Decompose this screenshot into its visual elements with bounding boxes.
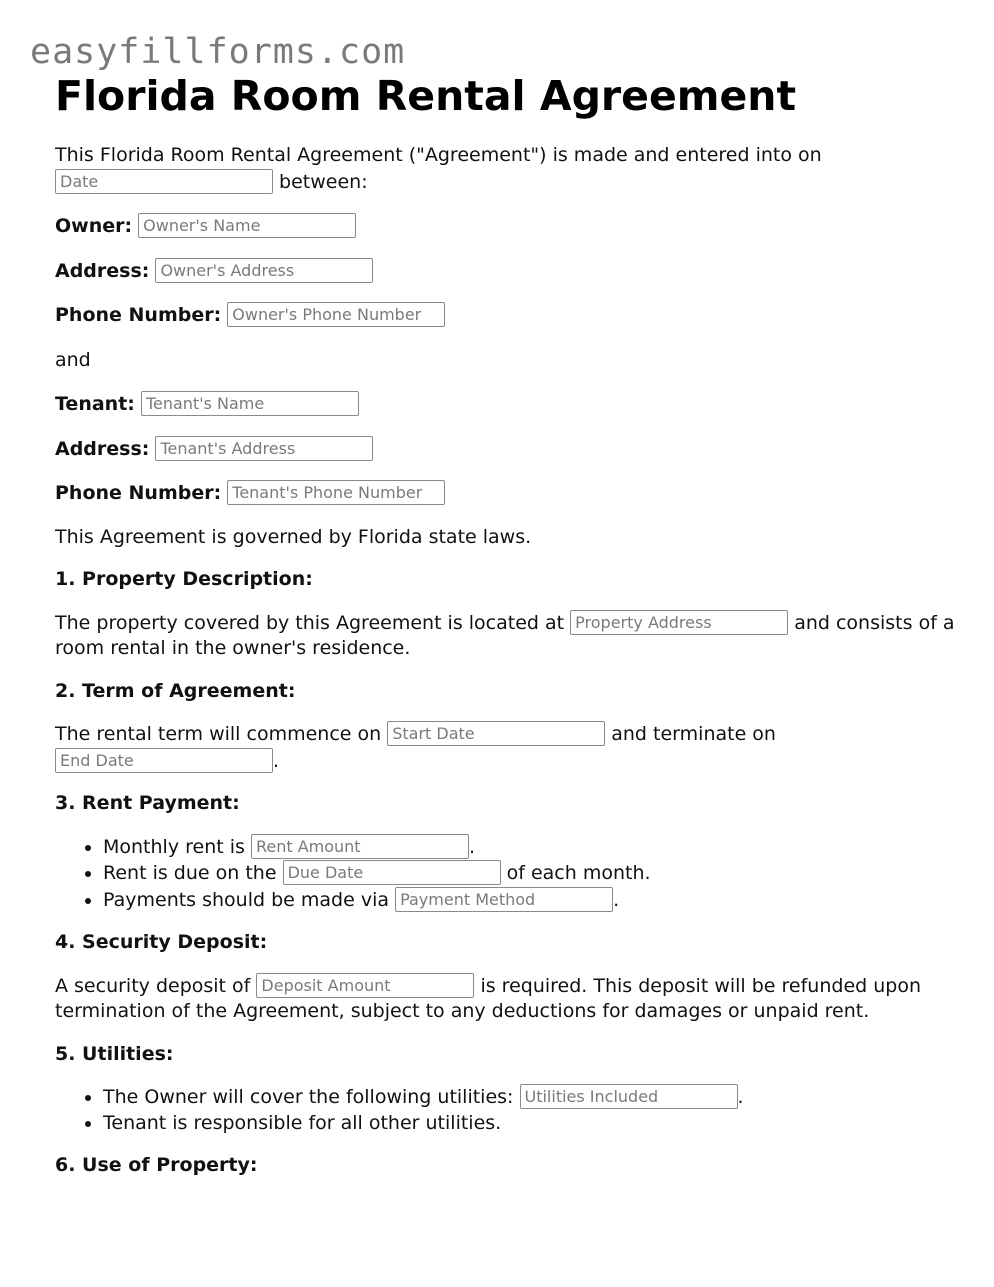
utilities-list bbox=[55, 1084, 955, 1136]
utilities-after: . bbox=[737, 1086, 744, 1108]
owner-name-row bbox=[55, 213, 955, 240]
utilities-section-heading: 5. Utilities: bbox=[55, 1042, 174, 1065]
tenant-name-row bbox=[55, 391, 955, 418]
deposit-amount-input[interactable]: Deposit Amount bbox=[256, 973, 474, 998]
tenant-address-row bbox=[55, 436, 955, 463]
property-description-text bbox=[55, 610, 955, 662]
rent-amount-input[interactable]: Rent Amount bbox=[251, 834, 469, 859]
due-date-input[interactable]: Due Date bbox=[283, 860, 501, 885]
property-text-after: and consists of a room rental in the owner's residence. bbox=[55, 611, 955, 659]
due-date-text: Rent is due on the bbox=[103, 862, 277, 884]
list-item bbox=[103, 834, 955, 861]
rent-list bbox=[55, 834, 955, 914]
deposit-section-heading: 4. Security Deposit: bbox=[55, 931, 268, 953]
list-item: • Tenant is responsible for all other utilities. bbox=[103, 1111, 955, 1137]
utilities-included-input[interactable]: Utilities Included bbox=[520, 1084, 738, 1109]
tenant-address-label: Address: bbox=[55, 437, 150, 460]
tenant-phone-input[interactable]: Tenant's Phone Number bbox=[227, 480, 445, 505]
term-text-before: The rental term will commence on bbox=[55, 723, 382, 745]
owner-phone-row bbox=[55, 302, 955, 329]
deposit-text-before: A security deposit of bbox=[55, 974, 251, 997]
tenant-name-input[interactable]: Tenant's Name bbox=[141, 391, 359, 416]
owner-phone-input[interactable]: Owner's Phone Number bbox=[227, 302, 445, 327]
utilities-text: The Owner will cover the following utilities: bbox=[103, 1086, 514, 1108]
site-watermark: easyfillforms.com bbox=[30, 32, 406, 72]
agreement-date-input[interactable]: Date bbox=[55, 169, 273, 194]
governed-text: This Agreement is governed by Florida state laws. bbox=[55, 525, 532, 548]
and-text: and bbox=[55, 348, 91, 371]
owner-address-label: Address: bbox=[55, 259, 150, 282]
start-date-input[interactable]: Start Date bbox=[387, 721, 605, 746]
owner-phone-label: Phone Number: bbox=[55, 304, 222, 326]
intro-after-text: between: bbox=[279, 170, 368, 193]
tenant-name-label: Tenant: bbox=[55, 393, 135, 415]
owner-name-input[interactable]: Owner's Name bbox=[138, 213, 356, 238]
intro-paragraph bbox=[55, 143, 955, 195]
tenant-phone-label: Phone Number: bbox=[55, 482, 222, 504]
owner-address-input[interactable]: Owner's Address bbox=[155, 258, 373, 283]
term-text bbox=[55, 721, 955, 774]
due-date-after: of each month. bbox=[506, 862, 651, 884]
end-date-input[interactable]: End Date bbox=[55, 748, 273, 773]
rent-amount-after: . bbox=[468, 835, 475, 858]
tenant-phone-row bbox=[55, 480, 955, 507]
list-item bbox=[103, 887, 955, 914]
payment-method-text: Payments should be made via bbox=[103, 888, 390, 911]
owner-name-label: Owner: bbox=[55, 215, 133, 237]
property-text-before: The property covered by this Agreement is located at bbox=[55, 611, 565, 634]
rent-amount-text: Monthly rent is bbox=[103, 835, 245, 858]
term-text-middle: and terminate on bbox=[611, 723, 776, 745]
deposit-text bbox=[55, 973, 955, 1025]
rent-section-heading: 3. Rent Payment: bbox=[55, 792, 240, 814]
intro-text: This Florida Room Rental Agreement ("Agreement") is made and entered into on bbox=[55, 144, 822, 166]
deposit-text-after: is required. This deposit will be refunded upon termination of the Agreement, subject to any deductions for damages or unpaid rent. bbox=[55, 974, 922, 1022]
list-item bbox=[103, 860, 955, 887]
list-item bbox=[103, 1084, 955, 1111]
term-text-after: . bbox=[273, 749, 280, 772]
agreement-document bbox=[55, 72, 955, 1179]
payment-method-after: . bbox=[613, 888, 620, 911]
use-section-heading: 6. Use of Property: bbox=[55, 1154, 258, 1176]
term-section-heading: 2. Term of Agreement: bbox=[55, 679, 296, 702]
tenant-address-input[interactable]: Tenant's Address bbox=[155, 436, 373, 461]
owner-address-row bbox=[55, 258, 955, 285]
property-section-heading: 1. Property Description: bbox=[55, 568, 313, 590]
property-address-input[interactable]: Property Address bbox=[570, 610, 788, 635]
payment-method-input[interactable]: Payment Method bbox=[395, 887, 613, 912]
page-title: Florida Room Rental Agreement bbox=[55, 72, 797, 120]
